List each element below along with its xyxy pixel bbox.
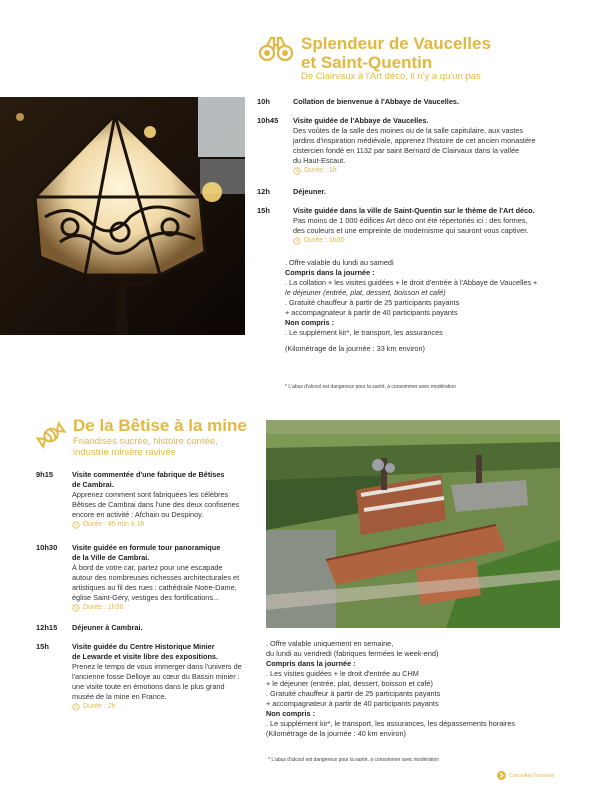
binoculars-icon <box>258 35 294 63</box>
art-deco-lamp-photo <box>0 97 245 335</box>
clock-icon <box>293 167 301 175</box>
section2-subtitle: Friandises sucrée, histoire contée, industrie minière ravivée <box>73 436 218 458</box>
section1-subtitle: De Clairvaux à l'Art déco, il n'y a qu'un pas <box>301 71 481 82</box>
clock-icon <box>72 604 80 612</box>
section1-footnote: * L'abus d'alcool est dangereux pour la santé, à consommer avec modération <box>285 384 456 390</box>
candy-icon <box>36 420 66 450</box>
schedule-row <box>257 187 567 206</box>
annex-link-label: Consulter l'annexe <box>509 772 555 779</box>
schedule-activity: Déjeuner à Cambrai. <box>72 623 143 632</box>
schedule-time: 10h45 <box>257 116 279 125</box>
schedule-row <box>257 206 567 246</box>
schedule-row <box>36 623 261 642</box>
schedule-time: 10h30 <box>36 543 58 552</box>
schedule-row <box>36 470 261 543</box>
section2-schedule <box>36 470 261 712</box>
schedule-activity: Visite guidée de l'Abbaye de Vaucelles. Des voûtes de la salle des moines ou de la salle capitulaire, aux vastes jardins d'inspiration médiévale, apprenez l'histoire de cet ancien monastère cistercien fondé en 1132 par saint Bernard de Clairvaux dans la vallée du Haut-Escaut. Durée : 1h <box>293 116 536 174</box>
duration-badge: Durée : 45 min à 1h <box>72 520 239 530</box>
section1-title-line2: et Saint-Quentin <box>301 53 433 72</box>
section1-info: . Offre valable du lundi au samedi Compris dans la journée : . La collation + les visites guidées + le droit d'entrée à l'Abbaye de Vaucelles + le déjeuner (entrée, plat, dessert, boisson et café) . Gratuité chauffeur à partir de 25 participants payants + accompagnateur à partir de 40 participants payants Non compris : . Le supplément kir*, le transport, les assurances (Kilométrage de la journée : 33 km environ) <box>285 258 538 353</box>
clock-icon <box>72 521 80 529</box>
schedule-time: 12h15 <box>36 623 58 632</box>
schedule-row <box>36 642 261 712</box>
schedule-time: 10h <box>257 97 270 106</box>
section1-title-line1: Splendeur de Vaucelles <box>301 34 491 53</box>
section1-title <box>301 34 491 72</box>
section2-footnote: * L'abus d'alcool est dangereux pour la santé, à consommer avec modération <box>268 757 439 763</box>
schedule-activity: Visite guidée dans la ville de Saint-Quentin sur le thème de l'Art déco. Pas moins de 1 000 édifices Art déco ont été répertoriés ici : des formes, des couleurs et une empreinte de modernisme qui sauront vous captiver. Durée : 1h30 <box>293 206 535 244</box>
schedule-row <box>36 543 261 623</box>
schedule-activity: Visite commentée d'une fabrique de Bêtises de Cambrai. Apprenez comment sont fabriquées les célèbres Bêtises de Cambrai dans l'une des deux confiseries encore en activité : Afchain ou Despinoy. Durée : 45 min à 1h <box>72 470 240 528</box>
schedule-time: 12h <box>257 187 270 196</box>
schedule-activity: Visite guidée du Centre Historique Minier de Lewarde et visite libre des expositions. Prenez le temps de vous immerger dans l'univers de l'ancienne fosse Delloye au cœur du Bassin minier : une visite toute en émotions dans le plus grand musée de la mine en France. Durée : 2h <box>72 642 242 710</box>
annex-link[interactable] <box>497 771 554 780</box>
duration-badge: Durée : 1h30 <box>293 236 535 246</box>
clock-icon <box>72 703 80 711</box>
duration-badge: Durée : 2h <box>72 702 242 712</box>
schedule-time: 15h <box>257 206 270 215</box>
clock-icon <box>293 237 301 245</box>
duration-badge: Durée : 1h <box>293 166 536 176</box>
section2-info: . Offre valable uniquement en semaine, du lundi au vendredi (fabriques fermées le week-end) Compris dans la journée : . Les visites guidées + le droit d'entrée au CHM + le déjeuner (entrée, plat, dessert, boisson et café) . Gratuité chauffeur à partir de 25 participants payants + accompagnateur à partir de 40 participants payants Non compris : . Le supplément kir*, le transport, les assurances, les dépassements horaires (Kilométrage de la journée : 40 km environ) <box>266 639 516 738</box>
duration-badge: Durée : 1h30 <box>72 603 239 613</box>
mining-site-aerial-photo <box>266 420 560 628</box>
schedule-row <box>257 116 567 187</box>
schedule-time: 9h15 <box>36 470 54 479</box>
section2-title: De la Bêtise à la mine <box>73 416 247 435</box>
schedule-time: 15h <box>36 642 49 651</box>
section1-schedule <box>257 97 567 246</box>
arrow-circle-icon <box>497 771 506 780</box>
schedule-row <box>257 97 567 116</box>
schedule-activity: Visite guidée en formule tour panoramique de la Ville de Cambrai. À bord de votre car, partez pour une escapade autour des nombreuses richesses architecturales et artistiques au fil des rues : cathédrale Notre-Dame, église Saint-Géry, vestiges des fortifications... Durée : 1h30 <box>72 543 240 611</box>
schedule-activity: Collation de bienvenue à l'Abbaye de Vaucelles. <box>293 97 459 106</box>
schedule-activity: Déjeuner. <box>293 187 326 196</box>
